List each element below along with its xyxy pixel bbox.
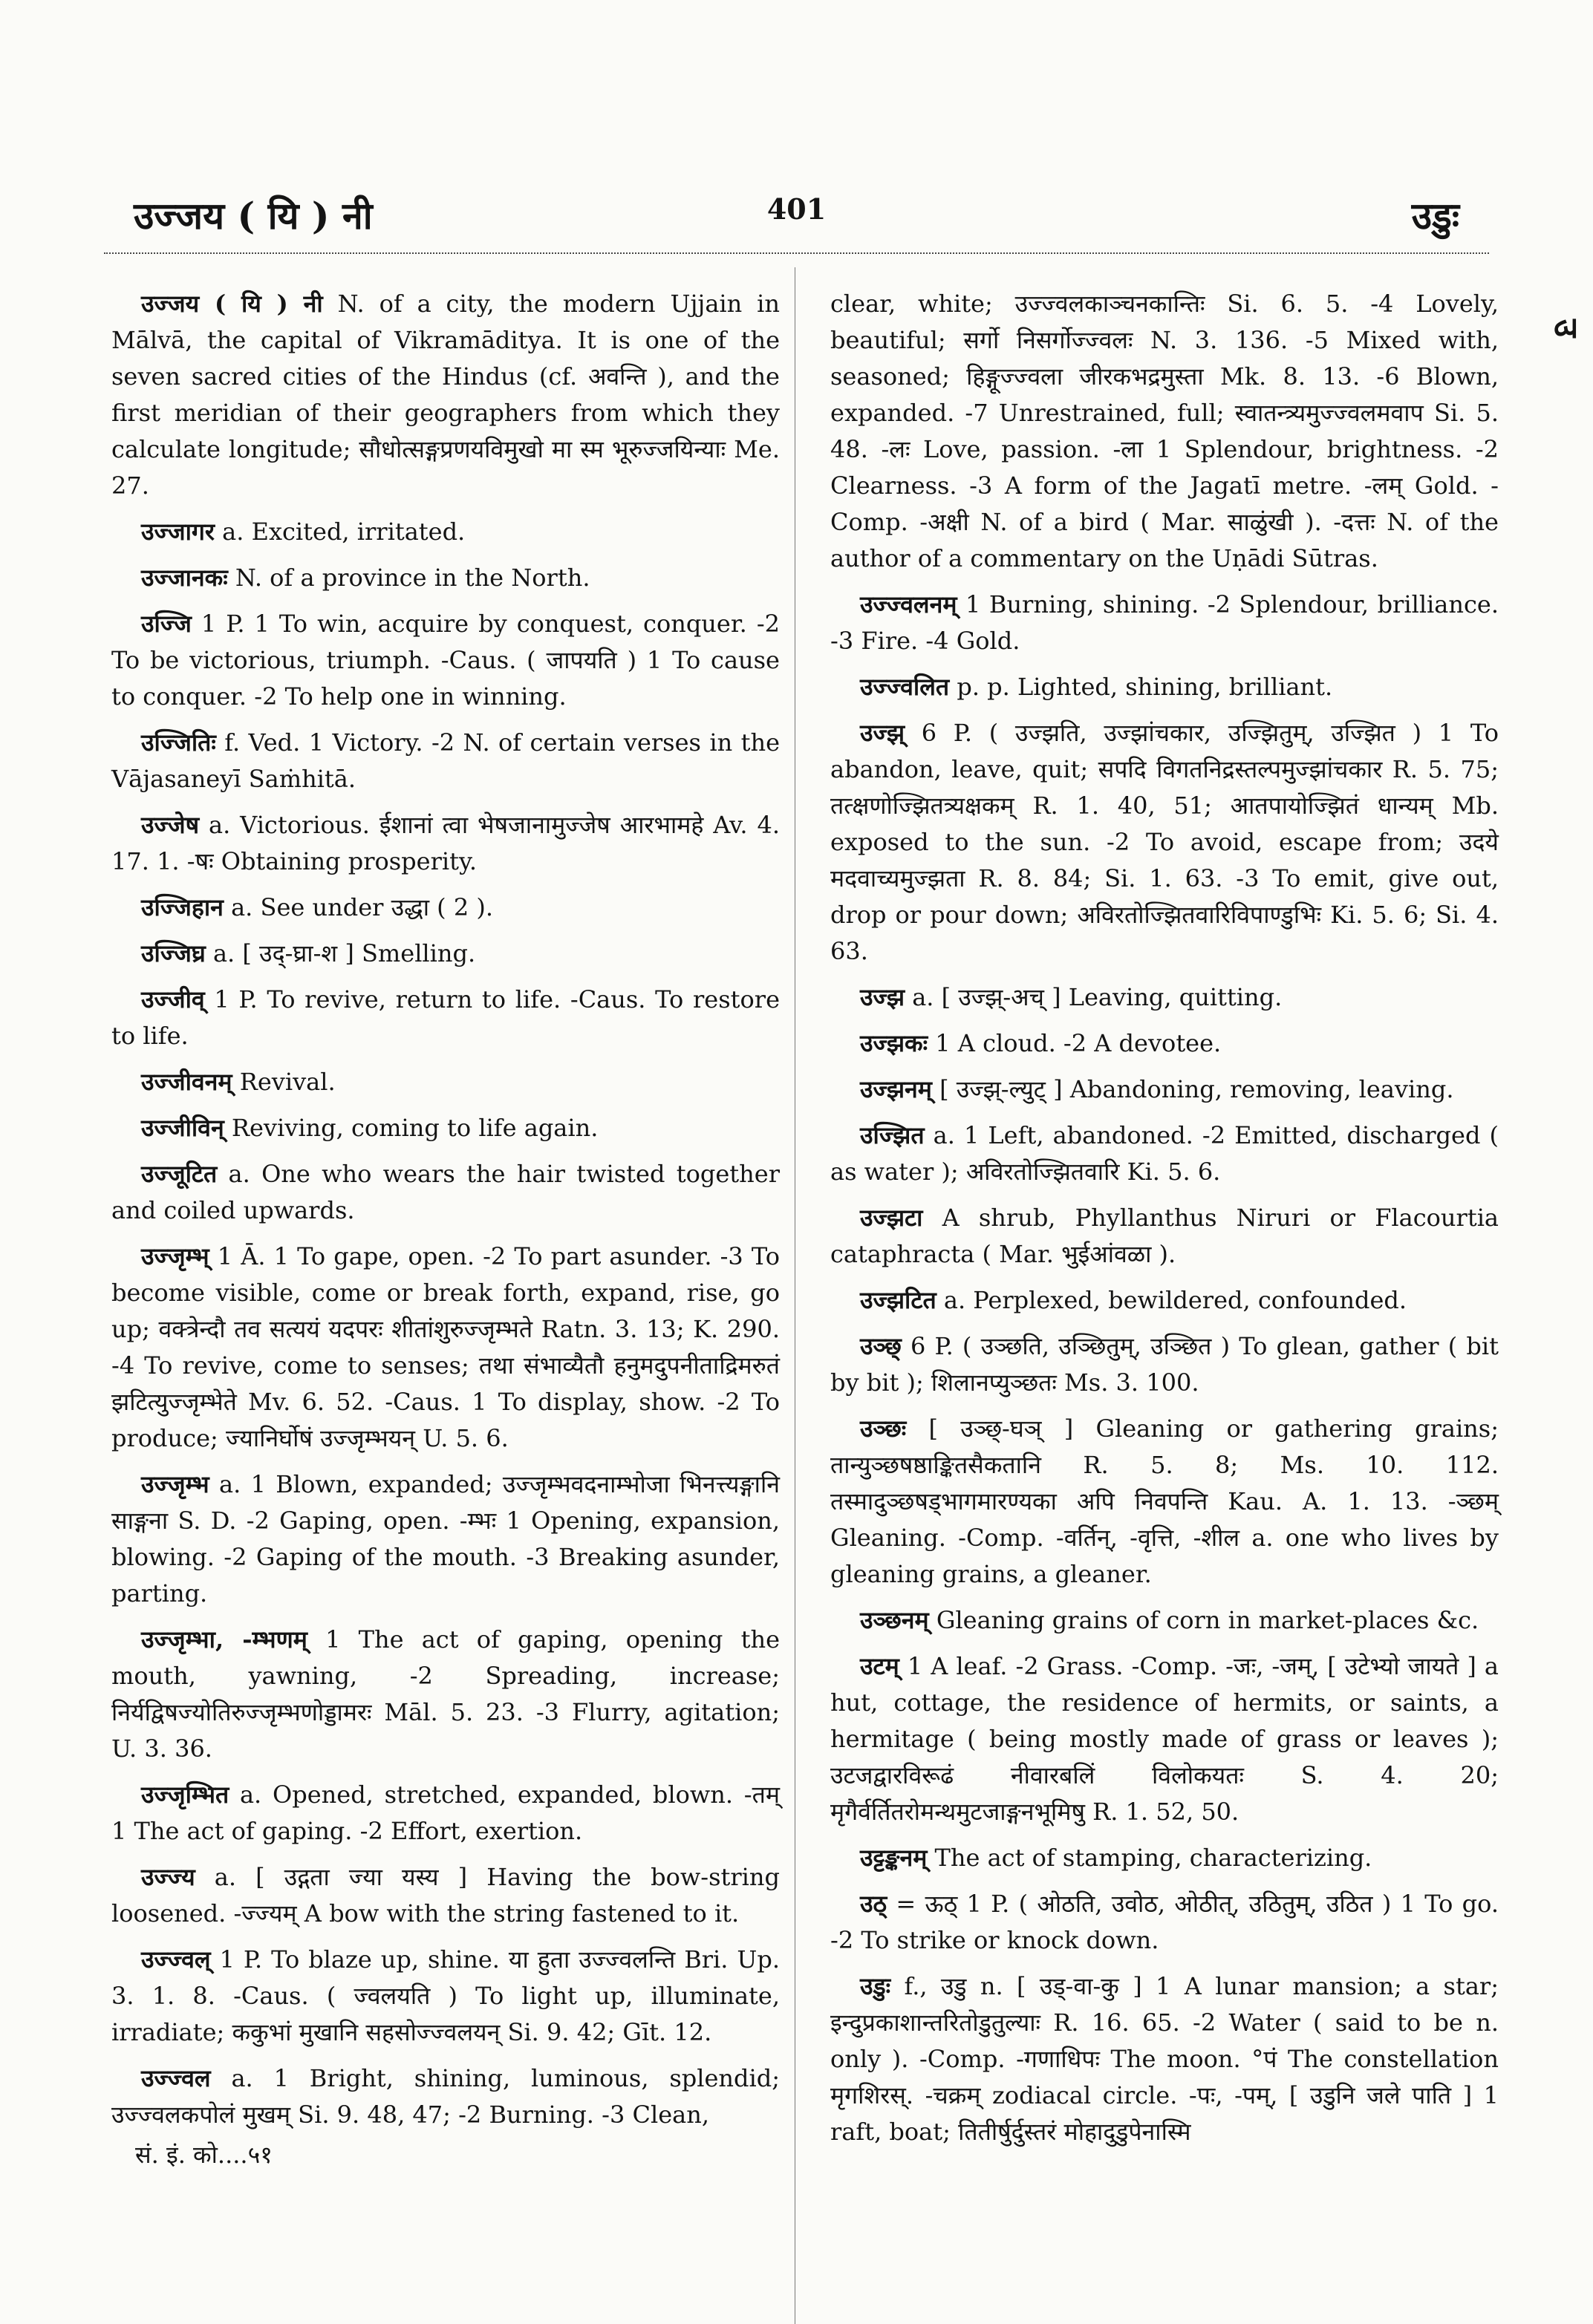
headword: उज्जीव् xyxy=(141,985,205,1014)
headword: उठ् xyxy=(860,1890,887,1918)
page-header xyxy=(111,189,1482,249)
dictionary-entry xyxy=(830,1025,1499,1062)
dictionary-entry xyxy=(111,1238,780,1457)
entry-definition: 1 A leaf. -2 Grass. -Comp. -जः, -जम्, [ उटेभ्यो जायते ] a hut, cottage, the residence of hermits, or saints, a hermitage ( being mostly made of grass or leaves ); उटजद्वारविरूढं नीवारबलिं विलोकयतः S. 4. 20; मृगैर्वर्तितरोमन्थमुटजाङ्गनभूमिषु R. 1. 52, 50. xyxy=(830,1652,1499,1826)
headword: उज्ज्वल xyxy=(141,2064,211,2092)
signature-mark: सं. इं. को....५१ xyxy=(135,2141,273,2169)
header-rule xyxy=(104,252,1489,254)
dictionary-entry xyxy=(111,982,780,1054)
headword: उज्जिहान xyxy=(141,893,224,921)
entry-definition: 6 P. ( उञ्छति, उञ्छितुम्, उञ्छित ) To glean, gather ( bit by bit ); शिलानप्युञ्छतः Ms. 3. 100. xyxy=(830,1332,1499,1397)
entry-definition: p. p. Lighted, shining, brilliant. xyxy=(949,673,1333,701)
entry-definition: a. [ उद्-घ्रा-श ] Smelling. xyxy=(205,939,476,967)
entry-definition: 1 The act of gaping, opening the mouth, yawning, -2 Spreading, increase; निर्यद्विषज्योतिरुज्जृम्भणोड्डामरः Māl. 5. 23. -3 Flurry, agitation; U. 3. 36. xyxy=(111,1625,781,1763)
dictionary-entry xyxy=(830,669,1499,705)
dictionary-entry xyxy=(111,1859,780,1932)
headword: उज्ज्वलनम् xyxy=(860,590,957,618)
dictionary-entry xyxy=(830,286,1499,577)
entry-definition: N. of a province in the North. xyxy=(227,564,590,592)
entry-definition: 1 A cloud. -2 A devotee. xyxy=(928,1029,1222,1057)
dictionary-entry xyxy=(111,1110,780,1146)
entry-definition: a. 1 Left, abandoned. -2 Emitted, discharged ( as water ); अविरतोज्झितवारि Ki. 5. 6. xyxy=(830,1121,1499,1186)
dictionary-entry xyxy=(111,1622,780,1767)
entry-definition: clear, white; उज्ज्वलकाञ्चनकान्तिः Si. 6. 5. -4 Lovely, beautiful; सर्गो निसर्गोज्ज्वलः N. 3. 136. -5 Mixed with, seasoned; हिङ्गूज्ज्वला जीरकभद्रमुस्ता Mk. 8. 13. -6 Blown, expanded. -7 Unrestrained, full; स्वातन्त्र्यमुज्ज्वलमवाप Si. 5. 48. -लः Love, passion. -ला 1 Splendour, brightness. -2 Clearness. -3 A form of the Jagatī metre. -लम् Gold. -Comp. -अक्षी N. of a bird ( Mar. साळुंखी ). -दत्तः N. of the author of a commentary on the Uṇādi Sūtras. xyxy=(830,290,1499,572)
entry-definition: f. Ved. 1 Victory. -2 N. of certain verses in the Vājasaneyī Saṁhitā. xyxy=(111,728,780,793)
entry-definition: Revival. xyxy=(232,1068,336,1096)
entry-definition: a. Perplexed, bewildered, confounded. xyxy=(936,1286,1407,1314)
entry-definition: a. 1 Blown, expanded; उज्जृम्भवदनाम्भोजा भिनत्त्यङ्गानि साङ्गना S. D. -2 Gaping, open. -म्भः 1 Opening, expansion, blowing. -2 Gaping of the mouth. -3 Breaking asunder, parting. xyxy=(111,1470,780,1607)
headword: उञ्छ् xyxy=(860,1332,902,1360)
entry-definition: a. Victorious. ईशानां त्वा भेषजानामुज्जेष आरभामहे Av. 4. 17. 1. -षः Obtaining prosperity. xyxy=(111,811,780,875)
entry-definition: [ उज्झ्-ल्युट् ] Abandoning, removing, leaving. xyxy=(931,1075,1454,1103)
headword: उञ्छनम् xyxy=(860,1606,929,1634)
dictionary-entry xyxy=(830,1968,1499,2150)
dictionary-entry xyxy=(111,890,780,926)
dictionary-entry xyxy=(111,606,780,715)
dictionary-entry xyxy=(830,715,1499,970)
entry-definition: 1 Ā. 1 To gape, open. -2 To part asunder. -3 To become visible, come or break forth, expand, rise, go up; वक्त्रेन्दौ तव सत्ययं यदपरः शीतांशुरुज्जृम्भते Ratn. 3. 13; K. 290. -4 To revive, come to senses; तथा संभाव्यैतौ हनुमदुपनीताद्रिमरुतं झटित्युज्जृम्भेते Mv. 6. 52. -Caus. 1 To display, show. -2 To produce; ज्यानिर्घोषं उज्जृम्भयन् U. 5. 6. xyxy=(111,1242,780,1452)
dictionary-entry xyxy=(830,1282,1499,1319)
dictionary-entry xyxy=(830,1602,1499,1639)
headword: उडुः xyxy=(860,1972,891,2000)
entry-definition: a. One who wears the hair twisted together and coiled upwards. xyxy=(111,1160,780,1224)
dictionary-entry xyxy=(830,1648,1499,1830)
dictionary-entry xyxy=(111,514,780,550)
headword: उज्जृम्भ् xyxy=(141,1242,209,1270)
page-number: 401 xyxy=(766,192,827,226)
headword: उज्जागर xyxy=(141,518,215,546)
headword: उज्झ् xyxy=(860,719,905,747)
right-column xyxy=(830,286,1499,2160)
entry-definition: a. [ उज्झ्-अच् ] Leaving, quitting. xyxy=(905,983,1283,1011)
headword: उज्जीवनम् xyxy=(141,1068,232,1096)
headword: उज्जेष xyxy=(141,811,200,839)
dictionary-entry xyxy=(111,1156,780,1229)
headword: उज्जूटित xyxy=(141,1160,218,1188)
dictionary-entry xyxy=(111,936,780,972)
dictionary-entry xyxy=(111,286,780,504)
dictionary-entry xyxy=(111,1942,780,2051)
entry-definition: f., उडु n. [ उड्-वा-कु ] 1 A lunar mansion; a star; इन्दुप्रकाशान्तरितोडुतुल्याः R. 16. 65. -2 Water ( said to be n. only ). -Comp. -गणाधिपः The moon. °पं The constellation मृगशिरस्. -चक्रम् zodiacal circle. -पः, -पम्, [ उडुनि जले पाति ] 1 raft, boat; तितीर्षुर्दुस्तरं मोहादुडुपेनास्मि xyxy=(830,1972,1499,2146)
headword: उज्ज्वलित xyxy=(860,673,950,701)
headword: उट्टङ्कनम् xyxy=(860,1844,928,1872)
entry-definition: a. Excited, irritated. xyxy=(214,518,466,546)
entry-definition: a. [ उद्गता ज्या यस्य ] Having the bow-string loosened. -ज्ज्यम् A bow with the string fastened to it. xyxy=(111,1863,780,1928)
headword: उज्जानकः xyxy=(141,564,228,592)
headword: उज्झकः xyxy=(860,1029,928,1057)
dictionary-entry xyxy=(111,725,780,797)
dictionary-entry xyxy=(830,1411,1499,1593)
dictionary-entry xyxy=(830,1840,1499,1876)
entry-definition: [ उञ्छ्-घञ् ] Gleaning or gathering grains; तान्युञ्छषष्ठाङ्कितसैकतानि R. 5. 8; Ms. 10. 112. तस्मादुञ्छषड्भागमारण्यका अपि निवपन्ति Kau. A. 1. 13. -ञ्छम् Gleaning. -Comp. -वर्तिन्, -वृत्ति, -शील a. one who lives by gleaning grains, a gleaner. xyxy=(830,1414,1499,1588)
headword: उज्झटा xyxy=(860,1204,923,1232)
dictionary-entry xyxy=(111,2060,780,2133)
dictionary-entry xyxy=(111,1777,780,1850)
entry-definition: N. of a city, the modern Ujjain in Mālvā, the capital of Vikramāditya. It is one of the seven sacred cities of the Hindus (cf. अवन्ति ), and the first meridian of their geographers from which they calculate longitude; सौधोत्सङ्गप्रणयविमुखो मा स्म भूरुज्जयिन्याः Me. 27. xyxy=(111,290,780,500)
running-head-right: उडुः xyxy=(1411,194,1459,238)
headword: उज्जि xyxy=(141,610,192,638)
entry-definition: Reviving, coming to life again. xyxy=(224,1114,599,1142)
headword: उज्ज्वल् xyxy=(141,1945,211,1974)
dictionary-entry xyxy=(111,1466,780,1612)
dictionary-entry xyxy=(830,1117,1499,1190)
dictionary-entry xyxy=(830,1328,1499,1401)
entry-definition: a. See under उद्धा ( 2 ). xyxy=(223,893,494,921)
headword: उञ्छः xyxy=(860,1414,907,1443)
headword: उज्जीविन् xyxy=(141,1114,224,1142)
entry-definition: A shrub, Phyllanthus Niruri or Flacourtia cataphracta ( Mar. भुईआंवळा ). xyxy=(830,1204,1499,1268)
headword: उज्झित xyxy=(860,1121,925,1149)
dictionary-entry xyxy=(111,1064,780,1100)
headword: उज्ज्य xyxy=(141,1863,195,1891)
dictionary-entry xyxy=(111,560,780,596)
headword: उज्जिघ्र xyxy=(141,939,206,967)
entry-definition: 6 P. ( उज्झति, उज्झांचकार, उज्झितुम्, उज्झित ) 1 To abandon, leave, quit; सपदि विगतनिद्रस्तल्पमुज्झांचकार R. 5. 75; तत्क्षणोज्झितत्र्यक्षकम् R. 1. 40, 51; आतपायोज्झितं धान्यम् Mb. exposed to the sun. -2 To avoid, escape from; उदये मदवाच्यमुज्झता R. 8. 84; Si. 1. 63. -3 To emit, give out, drop or pour down; अविरतोज्झितवारिविपाण्डुभिः Ki. 5. 6; Si. 4. 63. xyxy=(830,719,1499,965)
headword: उज्जृम्भा, -म्भणम् xyxy=(141,1625,307,1654)
headword: उटम् xyxy=(860,1652,899,1680)
headword: उज्जितिः xyxy=(141,728,216,757)
headword: उज्झनम् xyxy=(860,1075,932,1103)
headword: उज्जृम्भ xyxy=(141,1470,209,1498)
entry-definition: a. 1 Bright, shining, luminous, splendid; उज्ज्वलकपोलं मुखम् Si. 9. 48, 47; -2 Burning. -3 Clean, xyxy=(111,2064,780,2129)
headword: उज्जृम्भित xyxy=(141,1780,229,1809)
entry-definition: 1 P. 1 To win, acquire by conquest, conquer. -2 To be victorious, triumph. -Caus. ( जापयति ) 1 To cause to conquer. -2 To help one in winning. xyxy=(111,610,780,711)
dictionary-entry xyxy=(830,587,1499,659)
entry-definition: = ऊठ् 1 P. ( ओठति, उवोठ, ओठीत्, उठितुम्, उठित ) 1 To go. -2 To strike or knock down. xyxy=(830,1890,1499,1954)
dictionary-entry xyxy=(830,979,1499,1016)
entry-definition: 1 P. To revive, return to life. -Caus. To restore to life. xyxy=(111,985,780,1050)
entry-definition: a. Opened, stretched, expanded, blown. -तम् 1 The act of gaping. -2 Effort, exertion. xyxy=(111,1780,780,1845)
running-head-left: उज्जय ( यि ) नी xyxy=(134,194,373,238)
headword: उज्जय ( यि ) नी xyxy=(141,290,323,318)
dictionary-entry xyxy=(111,807,780,880)
entry-definition: 1 P. To blaze up, shine. या हुता उज्ज्वलन्ति Bri. Up. 3. 1. 8. -Caus. ( ज्वलयति ) To light up, illuminate, irradiate; ककुभां मुखानि सहसोज्ज्वलयन् Si. 9. 42; Gīt. 12. xyxy=(111,1945,780,2046)
entry-definition: The act of stamping, characterizing. xyxy=(927,1844,1372,1872)
dictionary-entry xyxy=(830,1886,1499,1959)
entry-definition: 1 Burning, shining. -2 Splendour, brilliance. -3 Fire. -4 Gold. xyxy=(830,590,1499,655)
headword: उज्झटित xyxy=(860,1286,936,1314)
headword: उज्झ xyxy=(860,983,905,1011)
margin-thumb-index: उ xyxy=(1547,319,1585,338)
left-column xyxy=(111,286,780,2143)
entry-definition: Gleaning grains of corn in market-places &c. xyxy=(928,1606,1479,1634)
dictionary-entry xyxy=(830,1200,1499,1273)
dictionary-entry xyxy=(830,1071,1499,1108)
